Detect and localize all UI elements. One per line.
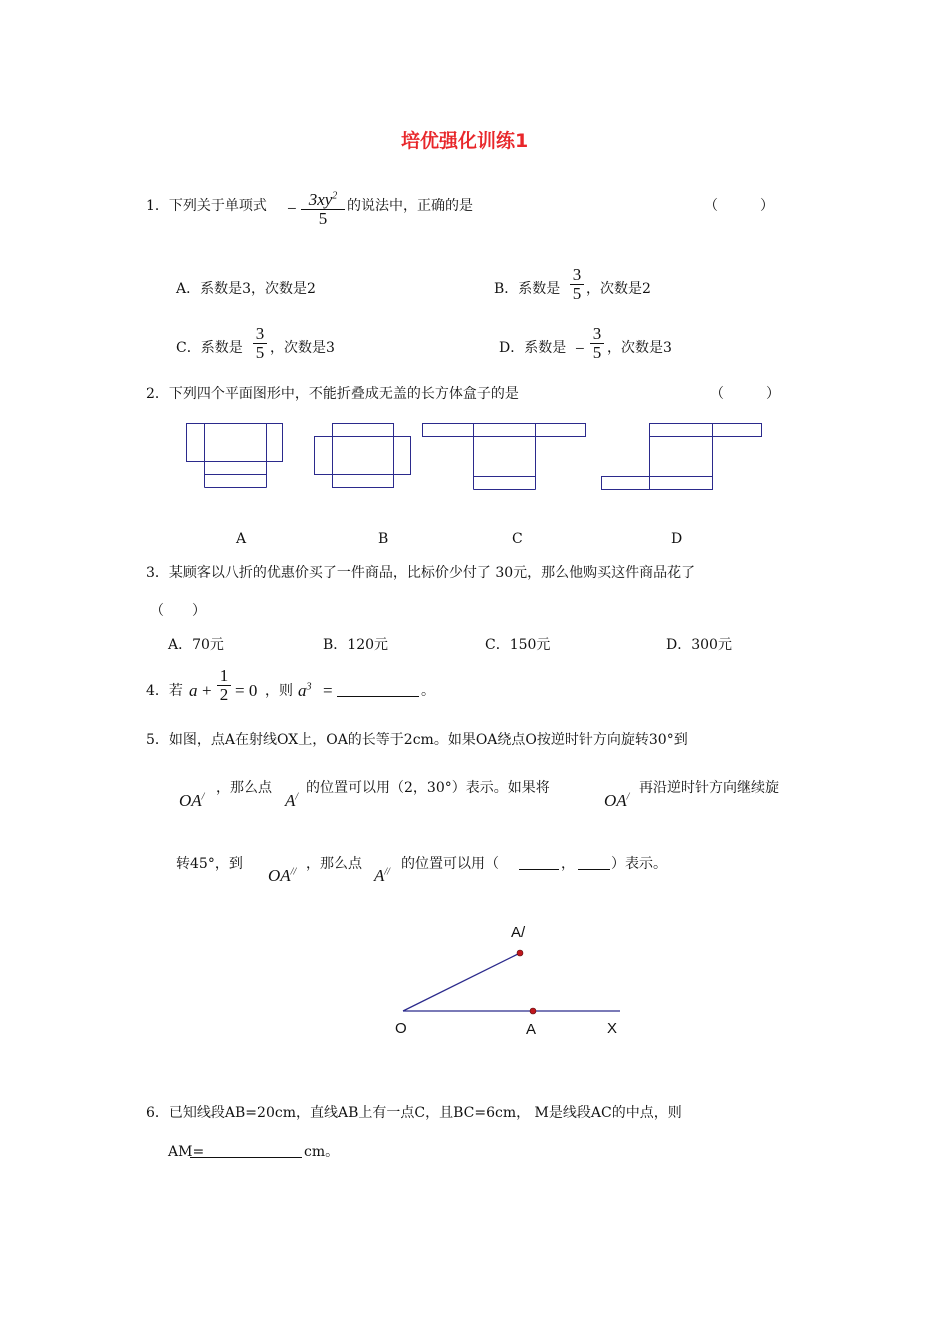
q1-suffix: 的说法中，正确的是 — [347, 198, 473, 214]
q6-unit: cm。 — [304, 1144, 340, 1160]
q5-comma: ， — [561, 856, 575, 872]
q3-option-c: C．150元 — [485, 637, 551, 653]
q6-am-label: AM= — [168, 1144, 205, 1160]
q2-answer-bracket: （ ） — [710, 386, 780, 402]
q3-text: 3．某顾客以八折的优惠价买了一件商品，比标价少付了 30元，那么他购买这件商品花了 — [146, 565, 696, 581]
q5-a-prime: A/ — [285, 791, 299, 810]
figure-label-a: A — [526, 1021, 537, 1038]
net-label-d: D — [671, 531, 683, 547]
q5-line-2-a: ，那么点 — [216, 780, 272, 796]
q5-line-2-b: 的位置可以用（2，30°）表示。如果将 — [306, 780, 550, 796]
figure-label-o: O — [395, 1020, 407, 1037]
point-a — [530, 1008, 536, 1014]
q5-line-3-a: 转45°，到 — [176, 856, 243, 872]
q1-numerator: $3xy^2$ — [308, 190, 338, 209]
q4-plus: + — [202, 681, 212, 700]
fraction-numerator: 3 — [572, 265, 582, 284]
q5-line-2-c: 再沿逆时针方向继续旋 — [639, 780, 779, 796]
q5-line-1: 5．如图，点A在射线OX上，OA的长等于2cm。如果OA绕点O按逆时针方向旋转30°到 — [146, 732, 688, 748]
q1-option-b-prefix: B．系数是 — [494, 281, 561, 297]
q1-answer-bracket: （ ） — [704, 198, 774, 214]
ray-oa-prime — [403, 953, 520, 1011]
q4-variable-a: a — [189, 681, 198, 700]
q1-prefix: 1．下列关于单项式 — [146, 198, 267, 214]
q3-option-d: D．300元 — [666, 637, 732, 653]
q5-oa-prime-1: OA/ — [179, 791, 205, 810]
net-label-b: B — [378, 531, 389, 547]
q4-a-cubed: $a^3$ — [298, 681, 312, 700]
q3-option-b: B．120元 — [323, 637, 389, 653]
q6-text: 6．已知线段AB=20cm，直线AB上有一点C，且BC=6cm， M是线段AC的中点，则 — [146, 1105, 682, 1121]
q1-option-d-suffix: ，次数是3 — [607, 340, 672, 356]
q1-option-c-prefix: C．系数是 — [176, 340, 243, 356]
q6-answer-blank[interactable] — [190, 1145, 302, 1161]
fraction-denominator: 5 — [592, 342, 602, 362]
fraction-numerator: 3 — [255, 324, 265, 343]
figure-label-x: X — [607, 1020, 618, 1037]
q5-a-double-prime: A// — [374, 866, 390, 885]
q3-answer-bracket: （ ） — [150, 603, 206, 619]
q1-option-c-suffix: ，次数是3 — [270, 340, 335, 356]
q3-option-a: A．70元 — [168, 637, 224, 653]
q1-option-a: A．系数是3，次数是2 — [176, 281, 316, 297]
fraction-denominator: 5 — [255, 342, 265, 362]
q4-mid-text: ，则 — [265, 683, 293, 699]
q5-oa-prime-2: OA/ — [604, 791, 630, 810]
figure-label-a-prime: A/ — [511, 924, 526, 941]
q4-prefix: 4．若 — [146, 683, 183, 699]
q1-option-b-suffix: ，次数是2 — [586, 281, 651, 297]
q1-minus-sign: − — [287, 199, 297, 218]
q1-option-d-prefix: D．系数是 — [499, 340, 567, 356]
point-a-prime — [517, 950, 523, 956]
q4-equals: = — [323, 681, 333, 700]
net-label-a: A — [236, 531, 247, 547]
q4-equals-zero: = 0 — [235, 681, 258, 700]
q1-option-d-minus: − — [575, 339, 585, 358]
page-title: 培优强化训练1 — [401, 130, 529, 152]
q1-denominator: 5 — [318, 208, 328, 228]
fraction-denominator: 5 — [572, 283, 582, 303]
fraction-denominator: 2 — [219, 684, 229, 704]
q5-line-3-d: ）表示。 — [611, 856, 667, 872]
q2-text: 2．下列四个平面图形中，不能折叠成无盖的长方体盒子的是 — [146, 386, 519, 402]
fraction-numerator: 1 — [219, 666, 229, 685]
fraction-numerator: 3 — [592, 324, 602, 343]
q5-line-3-b: ，那么点 — [306, 856, 362, 872]
q5-oa-double-prime: OA// — [268, 866, 297, 885]
q5-line-3-c: 的位置可以用（ — [401, 856, 499, 872]
net-label-c: C — [512, 531, 523, 547]
q4-end: 。 — [421, 683, 435, 699]
